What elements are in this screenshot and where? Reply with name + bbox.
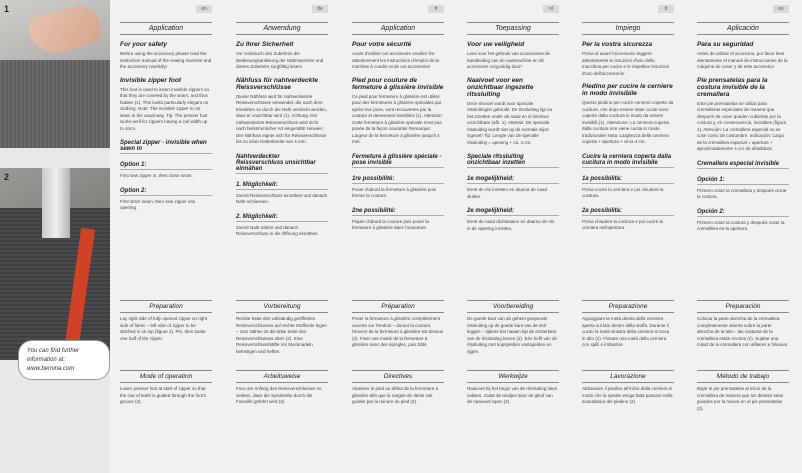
column-nl <box>463 0 563 473</box>
option-1-text: First sew zipper in, then close seam. <box>120 173 193 179</box>
column-header: Aplicación <box>697 22 789 35</box>
operation-heading: Arbeitsweise <box>236 370 328 383</box>
option-1-heading: Option 1: <box>120 162 212 170</box>
option-2-text: Zuerst Naht nähen und danach Reissverschluss in die Öffnung einnähen. <box>236 224 319 237</box>
foot-description: Este pie prensatelas se utiliza para cremalleras especiales de manera que después de coser queden cubiertas por la costura y, en consecuencia, invisibles (figura 1). Atención: La cremallera especial no se cose como de costumbre. Indicación: Largo de la cremallera especial = apertura + aproximadamente 4 cm de añadidura. <box>697 100 786 152</box>
photo-hands-fabric <box>0 0 110 148</box>
operation-text: Fuss am Anfang des Reissverschlusses so senken, dass die Spiralreihe durch die Fussrille geführt wird (2). <box>236 386 322 405</box>
safety-heading: Voor uw veiligheid <box>467 41 525 48</box>
foot-description: Ce pied pour fermeture à glissière est utilisé pour des fermetures à glissière spéciales qui, après leur pose, sont recouvertes par la couture et deviennent invisibles (1). Attention: Cette fermeture à glissière spéciale n'est pas posée de la façon courante! Remarque: Largeur de la fermeture à glissière jusqu'à 4 mm. <box>352 93 443 145</box>
foot-description: Questo piedino per cucire cerniere coperte da cuciture, che dopo essere state cucite sono coperte dalla cucitura in modo da essere invisibili (1). Attenzione: La cerniera coperta dalla cucitura non viene cucita in modo tradizionale! Nota: Larghezza della cerniera coperta + apertura + circa 4 cm. <box>582 100 674 145</box>
operation-heading: Directives <box>352 370 444 383</box>
foot-description: Dieser Nähfuss wird für nahtverdeckte Reissverschlüsse verwendet, die nach dem Einnähen so durch die Naht verdeckt werden, dass er unsichtbar wird (1). Achtung: Der nahtverdeckte Reissverschluss wird nicht nach herkömmlicher Art eingenäht! Hinweis: Der Nähfuss eignet sich für Reissverschlüsse bis zu einer Kettenbreite von 4 mm. <box>236 93 328 145</box>
option-2-text: Primero coser la costura y después coser la cremallera en la apertura. <box>697 219 785 232</box>
language-tab: es <box>773 5 789 13</box>
foot-heading: Pied pour couture de fermeture à glissière invisible <box>352 76 444 91</box>
column-header: Application <box>120 22 212 35</box>
column-en <box>116 0 216 473</box>
safety-heading: Pour votre sécurité <box>352 41 412 48</box>
operation-heading: Werkwijze <box>467 370 559 383</box>
option-1-text: Primero coser la cremallera y después cerrar la costura. <box>697 187 787 200</box>
fabric-texture <box>0 60 110 148</box>
photo-column <box>0 0 110 473</box>
column-fr <box>348 0 448 473</box>
option-1-text: Poser d'abord la fermeture à glissière puis fermer la couture. <box>352 186 437 199</box>
column-es <box>693 0 793 473</box>
option-1-heading: 1a possibilità: <box>582 176 674 184</box>
option-1-heading: 1re possibilité: <box>352 176 444 184</box>
column-it <box>578 0 678 473</box>
safety-text: Avant d'utiliser cet accessoire veuillez lire attentivement les instructions d'emploi de la machine à coudre et de cet accessoire! <box>352 51 439 70</box>
column-header: Toepassing <box>467 22 559 35</box>
presser-foot-image <box>42 168 70 238</box>
preparation-heading: Préparation <box>352 300 444 313</box>
preparation-text: Colocar la parte derecha de la cremallera completamente abierta sobre la parte derecha de la tela – las costuras de la cremallera están encima (2). Sujetar una mitad de la cremallera con alfileres e hilvanar. <box>697 316 789 348</box>
preparation-text: Poser la fermeture à glissière complètement ouverte sur l'endroit – durant la couture, l'envers de la fermeture à glissière est dessus (2). Fixer une moitié de la fermeture à glissière avec des épingles, puis bâtir. <box>352 316 444 348</box>
column-header: Application <box>352 22 444 35</box>
safety-heading: Per la vostra sicurezza <box>582 41 653 48</box>
preparation-text: De goede kant van de geheel geopende ritssluiting op de goede kant van de stof leggen – tijdens het naaien ligt de achterkant van de ritssluiting boven (2). Eén helft van de ritssluiting met kopspelden vastspelden en rijgen. <box>467 316 558 354</box>
operation-text: Bajar el pie prensatelas al inicio de la cremallera de manera que los dientes sean guiados por la ranura en el pie prensatelas (2). <box>697 386 784 411</box>
operation-heading: Lavorazione <box>582 370 674 383</box>
operation-heading: Método de trabajo <box>697 370 789 383</box>
option-2-heading: Option 2: <box>120 188 212 196</box>
operation-text: Abbassare il piedino all'inizio della cerniera in modo che la spirale venga fatta passare nella scanalatura del piedino (2). <box>582 386 673 405</box>
column-header: Anwendung <box>236 22 328 35</box>
option-1-text: Eerst de rits inzetten en daarna de naad sluiten. <box>467 187 548 199</box>
safety-heading: For your safety <box>120 41 167 48</box>
option-2-heading: 2ne possibilité: <box>352 208 444 216</box>
option-1-text: Zuerst Reissverschluss einnähen und danach Naht schliessen. <box>236 192 328 205</box>
zipper-section-heading: Cucire la cerniera coperta dalla cucitura in modo invisibile <box>582 154 674 168</box>
photo-sewing-zipper <box>0 168 110 360</box>
language-tab: it <box>658 5 674 13</box>
preparation-heading: Voorbereiding <box>467 300 559 313</box>
option-2-heading: Opción 2: <box>697 209 789 217</box>
safety-heading: Para su seguridad <box>697 41 754 48</box>
option-1-heading: Opción 1: <box>697 177 789 185</box>
option-1-heading: 1e mogelijkheid: <box>467 176 559 184</box>
foot-description: Deze ritsvoet wordt voor speciale ritssluitingen gebruikt. De ritssluiting ligt na het inzetten onder de naad en is hierdoor onzichtbaar (afb. 1). Attentie: De speciale ritssluiting wordt niet op de normale wijze ingezet! Tip: Lengte van de speciale ritssluiting = opening + ca. 4 cm. <box>467 100 553 145</box>
safety-text: Prima di usare l'accessorio leggere attentamente le istruzioni d'uso della macchina per cucire e le rispettive istruzioni d'uso dell'accessorio! <box>582 51 670 76</box>
option-2-heading: 2e mogelijkheid: <box>467 208 559 216</box>
preparation-heading: Vorbereitung <box>236 300 328 313</box>
safety-text: Lees voor het gebruik van accessoires de handleiding van de naaimachine en dit accessoire zorgvuldig door! <box>467 51 551 70</box>
preparation-heading: Preparación <box>697 300 789 313</box>
hand-illustration <box>26 2 104 59</box>
language-tab: en <box>196 5 212 13</box>
option-2-heading: 2. Möglichkeit: <box>236 214 328 222</box>
foot-heading: Pie prensatelas para la costura invisible de la cremallera <box>697 76 768 98</box>
preparation-text: Appoggiare la metà destra della cerniera aperta sul lato destro della stoffa. Durante il cucito la metà sinistra della cerniera si trova in alto (2). Fissare una metà della cerniera con spilli e imbastire. <box>582 316 670 348</box>
preparation-heading: Preparation <box>120 300 212 313</box>
preparation-text: Rechte Seite des vollständig geöffneten Reissverschlusses auf rechte Stoffseite legen – zum Nähen ist die linke Seite des Reissverschlusses oben (2). Eine Reissverschlusshälfte mit Stecknadeln befestigen und heften. <box>236 316 327 354</box>
language-tab: de <box>312 5 328 13</box>
preparation-heading: Preparazione <box>582 300 674 313</box>
safety-text: Before using the accessory please read the instruction manual of the sewing machine and the accessory carefully! <box>120 51 212 70</box>
option-2-heading: 2a possibilità: <box>582 208 674 216</box>
safety-text: Antes de utilizar el accesorio, por favor lean atentamente el manual de instrucciones de la máquina de coser y de este accesorio! <box>697 51 788 70</box>
option-2-text: Piquer d'abord la couture puis poser la fermeture à glissière dans l'ouverture. <box>352 218 429 231</box>
operation-heading: Mode of operation <box>120 370 212 383</box>
zipper-section-heading: Nahtverdeckter Reissverschluss unsichtbar einnähen <box>236 154 328 174</box>
zipper-section-heading: Fermeture à glissière spéciale - pose invisible <box>352 154 444 168</box>
foot-description: This foot is used to insert invisible zippers so that they are covered by the seam, and thus hidden (1). This looks particularly elegant on clothing. Note: The invisible zipper is not sewn in the usual way. Tip: The presser foot works well for zippers having a coil width up to 4mm. <box>120 86 210 131</box>
column-header: Impiego <box>582 22 674 35</box>
info-bubble: You can find further information at: www.bernina.com <box>18 340 110 380</box>
preparation-text: Lay right side of fully opened zipper on right side of fabric – left side of zipper to be stitched is on top (figure 2). Pin, then baste one half of the zipper. <box>120 316 208 341</box>
operation-text: Naaivoet bij het begin van de ritssluiting laten zakken, zodat de tandjes door de gleuf van de naaivoet lopen (2). <box>467 386 558 405</box>
foot-heading: Piedino per cucire le cerniere in modo invisibile <box>582 83 673 98</box>
operation-text: Abaisser le pied au début de la fermeture à glissière afin que la rangée de dents soit guidée par la rainure du pied (2). <box>352 386 439 405</box>
figure-number-2: 2 <box>4 172 10 182</box>
safety-text: Vor Gebrauch des Zubehörs die Bedienungsanleitung der Nähmaschine und dieses Zubehörs sorgfältig lesen! <box>236 51 324 70</box>
option-1-text: Prima cucire la cerniera e poi chiudere la cucitura. <box>582 186 664 199</box>
foot-heading: Invisible zipper foot <box>120 76 182 84</box>
zipper-section-heading: Special zipper - invisible when sewn in <box>120 140 212 154</box>
language-tab: nl <box>543 5 559 13</box>
option-2-text: First stitch seam, then sew zipper into opening. <box>120 198 196 211</box>
option-2-text: Eerst de naad dichtnaaien en daarna de rits in de opening inzetten. <box>467 219 555 231</box>
figure-number-1: 1 <box>4 4 10 14</box>
operation-text: Lower presser foot at start of zipper so that the row of teeth is guided through the foot's groove (2). <box>120 386 207 405</box>
foot-heading: Naaivoet voor een onzichtbaar ingezette ritssluiting <box>467 76 534 98</box>
language-tab: fr <box>428 5 444 13</box>
foot-heading: Nähfuss für nahtverdeckte Reissverschlüsse <box>236 76 318 91</box>
zipper-section-heading: Speciale ritssluiting onzichtbaar inzetten <box>467 154 559 168</box>
safety-heading: Zu Ihrer Sicherheit <box>236 41 294 48</box>
zipper-section-heading: Cremallera especial invisible <box>697 161 789 169</box>
column-de <box>232 0 332 473</box>
option-1-heading: 1. Möglichkeit: <box>236 182 328 190</box>
option-2-text: Prima chiudere la cucitura e poi cucire la cerniera nell'apertura. <box>582 218 664 231</box>
